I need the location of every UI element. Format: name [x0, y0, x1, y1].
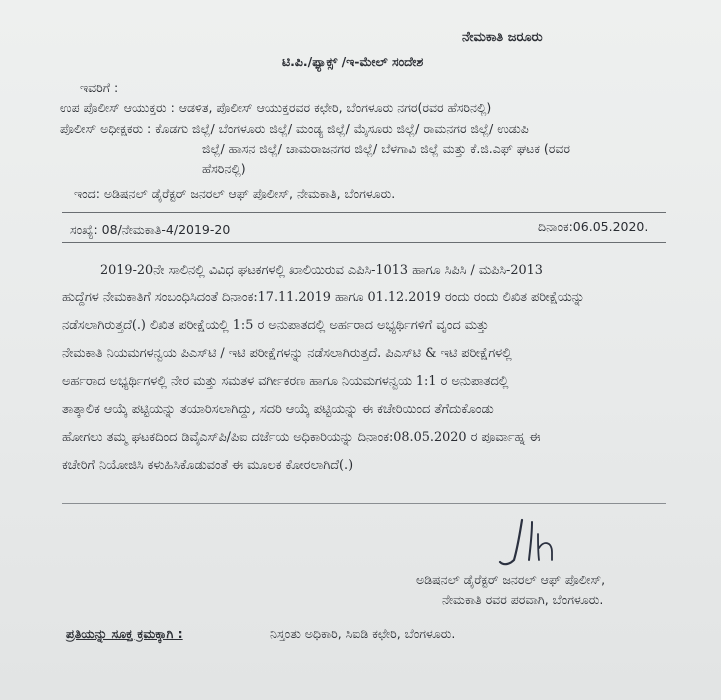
body-line-5: ಅರ್ಹರಾದ ಅಭ್ಯರ್ಥಿಗಳಲ್ಲಿ ನೇರ ಮತ್ತು ಸಮತಳ ವರ್ಗೀಕರಣ ಹಾಗೂ ನಿಯಮಗಳನ್ವಯ 1:1 ರ ಅನುಪಾತದಲ್ಲಿ — [62, 374, 509, 389]
recipient-line-3: ಜಿಲ್ಲೆ/ ಹಾಸನ ಜಿಲ್ಲೆ/ ಚಾಮರಾಜನಗರ ಜಿಲ್ಲೆ/ ಬೆಳಗಾವಿ ಜಿಲ್ಲೆ ಮತ್ತು ಕೆ.ಜಿ.ಎಫ್ ಘಟಕ (ರವರ — [202, 141, 571, 156]
handwritten-signature — [492, 512, 582, 572]
signatory-office: ನೇಮಕಾತಿ ರವರ ಪರವಾಗಿ, ಬೆಂಗಳೂರು. — [442, 592, 604, 607]
reference-number: ಸಂಖ್ಯೆ: 08/ನೇಮಕಾತಿ-4/2019-20 — [70, 222, 231, 237]
body-line-7: ಹೋಗಲು ತಮ್ಮ ಘಟಕದಿಂದ ಡಿವೈಎಸ್‌ಪಿ/ಪಿಐ ದರ್ಜೆಯ ಅಧಿಕಾರಿಯನ್ನು ದಿನಾಂಕ:08.05.2020 ರ ಪೂರ್ವಾಹ್ನ ಈ — [62, 430, 541, 445]
recipient-line-1: ಉಪ ಪೊಲೀಸ್ ಆಯುಕ್ತರು : ಆಡಳಿತ, ಪೊಲೀಸ್ ಆಯುಕ್ತರವರ ಕಛೇರಿ, ಬೆಂಗಳೂರು ನಗರ(ರವರ ಹೆಸರಿನಲ್ಲಿ) — [60, 100, 492, 115]
signatory-title: ಅಡಿಷನಲ್ ಡೈರೆಕ್ಟರ್ ಜನರಲ್ ಆಫ್ ಪೊಲೀಸ್, — [416, 572, 606, 587]
copy-recipient: ನಿಸ್ತಂತು ಅಧಿಕಾರಿ, ಸಿಐಡಿ ಕಛೇರಿ, ಬೆಂಗಳೂರು. — [270, 626, 456, 641]
recipient-line-2: ಪೊಲೀಸ್ ಅಧೀಕ್ಷಕರು : ಕೊಡಗು ಜಿಲ್ಲೆ/ ಬೆಂಗಳೂರು ಜಿಲ್ಲೆ/ ಮಂಡ್ಯ ಜಿಲ್ಲೆ/ ಮೈಸೂರು ಜಿಲ್ಲೆ/ ರಾಮನಗರ ಜಿಲ್ಲೆ/ ಉಡುಪಿ — [60, 121, 529, 136]
body-line-6: ತಾತ್ಕಾಲಿಕ ಆಯ್ಕೆ ಪಟ್ಟಿಯನ್ನು ತಯಾರಿಸಲಾಗಿದ್ದು, ಸದರಿ ಆಯ್ಕೆ ಪಟ್ಟಿಯನ್ನು ಈ ಕಚೇರಿಯಿಂದ ತೆಗೆದುಕೊಂಡು — [62, 402, 494, 417]
from-line: ಇಂದ: ಅಡಿಷನಲ್ ಡೈರೆಕ್ಟರ್ ಜನರಲ್ ಆಫ್ ಪೊಲೀಸ್, ನೇಮಕಾತಿ, ಬೆಂಗಳೂರು. — [74, 186, 396, 201]
message-mode-heading: ಟಿ.ಪಿ./ಫ್ಯಾಕ್ಸ್ /ಇ-ಮೇಲ್ ಸಂದೇಶ — [282, 54, 424, 69]
recipient-line-4: ಹೆಸರಿನಲ್ಲಿ) — [202, 161, 246, 176]
priority-heading: ನೇಮಕಾತಿ ಜರೂರು — [462, 30, 543, 45]
divider-footer — [62, 503, 666, 504]
copy-label: ಪ್ರತಿಯನ್ನು ಸೂಕ್ತ ಕ್ರಮಕ್ಕಾಗಿ : — [66, 626, 183, 641]
body-line-3: ನಡೆಸಲಾಗಿರುತ್ತದೆ(.) ಲಿಖಿತ ಪರೀಕ್ಷೆಯಲ್ಲಿ 1:5 ರ ಅನುಪಾತದಲ್ಲಿ ಅರ್ಹರಾದ ಅಭ್ಯರ್ಥಿಗಳಿಗೆ ವೃಂದ ಮತ್ತು — [62, 318, 489, 333]
body-line-1: 2019-20ನೇ ಸಾಲಿನಲ್ಲಿ ವಿವಿಧ ಘಟಕಗಳಲ್ಲಿ ಖಾಲಿಯಿರುವ ಎಪಿಸಿ-1013 ಹಾಗೂ ಸಿಪಿಸಿ / ಮಪಿಸಿ-2013 — [100, 263, 543, 278]
divider-top — [62, 212, 666, 213]
reference-date: ದಿನಾಂಕ:06.05.2020. — [538, 219, 649, 234]
to-label: ಇವರಿಗೆ : — [80, 80, 119, 95]
divider-bottom — [62, 242, 666, 243]
body-line-2: ಹುದ್ದೆಗಳ ನೇಮಕಾತಿಗೆ ಸಂಬಂಧಿಸಿದಂತೆ ದಿನಾಂಕ:17.11.2019 ಹಾಗೂ 01.12.2019 ರಂದು ರಂದು ಲಿಖಿತ ಪರೀಕ್ಷೆಯನ್ನು — [62, 290, 585, 305]
body-line-4: ನೇಮಕಾತಿ ನಿಯಮಗಳನ್ವಯ ಪಿಎಸ್‌ಟಿ / ಇಟಿ ಪರೀಕ್ಷೆಗಳನ್ನು ನಡೆಸಲಾಗಿರುತ್ತದೆ. ಪಿಎಸ್‌ಟಿ & ಇಟಿ ಪರೀಕ್ಷೆಗಳಲ್ಲಿ — [62, 346, 512, 361]
body-line-8: ಕಚೇರಿಗೆ ನಿಯೋಜಿಸಿ ಕಳುಹಿಸಿಕೊಡುವಂತೆ ಈ ಮೂಲಕ ಕೋರಲಾಗಿದೆ(.) — [62, 458, 354, 473]
